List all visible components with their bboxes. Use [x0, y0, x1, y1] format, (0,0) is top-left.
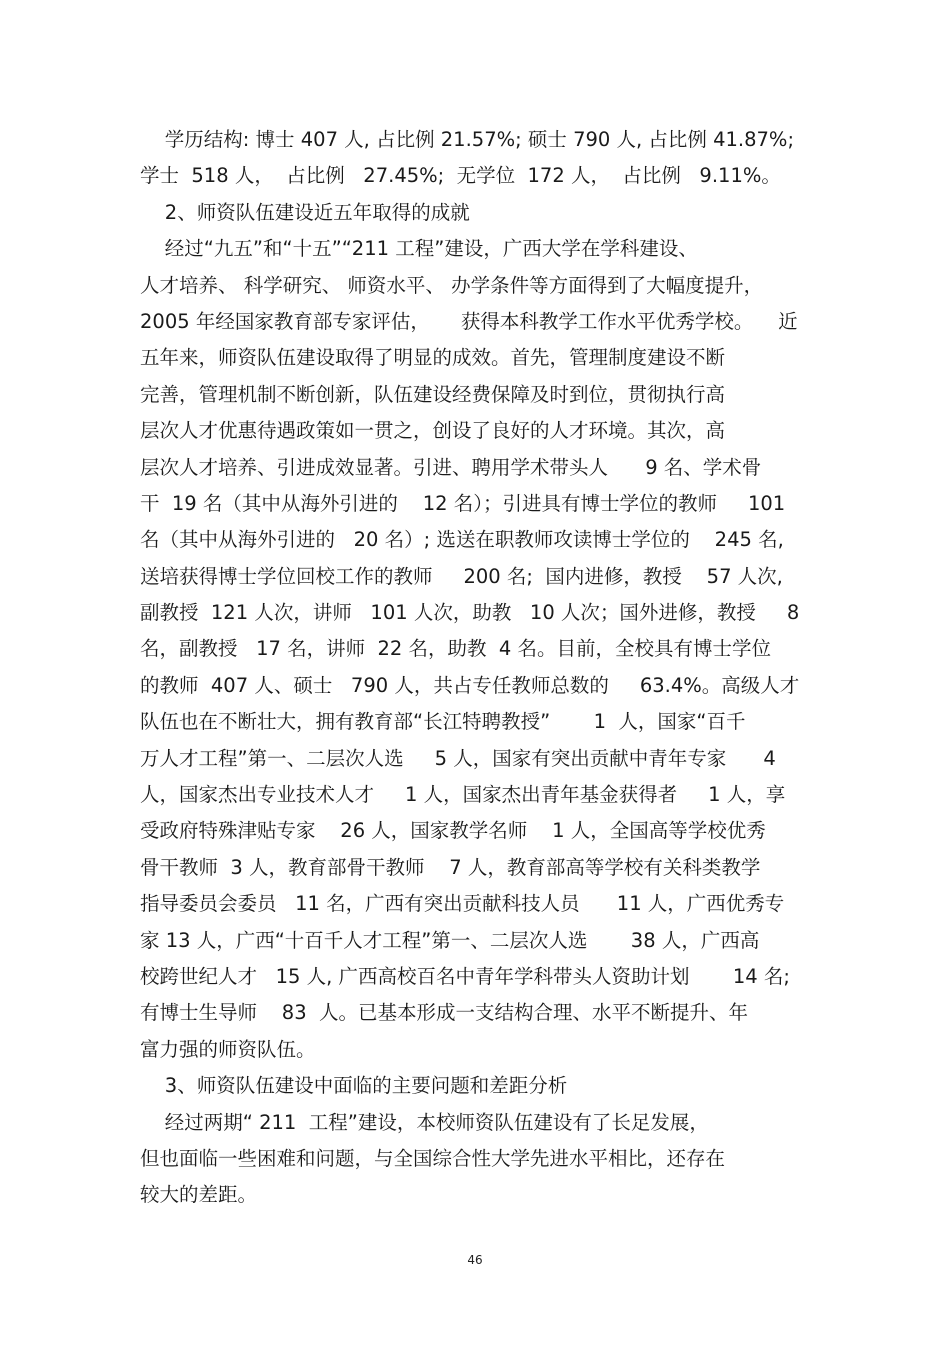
text-line: 五年来，师资队伍建设取得了明显的成效。首先，管理制度建设不断	[140, 346, 726, 370]
text-line: 家 13 人，广西“十百千人才工程”第一、二层次人选 38 人，广西高	[140, 928, 760, 952]
text-line: 学士 518 人， 占比例 27.45%; 无学位 172 人， 占比例 9.11%。	[140, 164, 781, 188]
text-line: 送培获得博士学位回校工作的教师 200 名; 国内进修，教授 57 人次,	[140, 564, 783, 588]
text-line: 名，副教授 17 名，讲师 22 名，助教 4 名。目前，全校具有博士学位	[140, 637, 772, 661]
text-line: 完善，管理机制不断创新，队伍建设经费保障及时到位，贯彻执行高	[140, 382, 726, 406]
text-line: 人才培养、 科学研究、 师资水平、 办学条件等方面得到了大幅度提升，	[140, 273, 764, 297]
text-line: 副教授 121 人次，讲师 101 人次，助教 10 人次；国外进修，教授 8	[140, 601, 800, 625]
text-line: 富力强的师资队伍。	[140, 1037, 316, 1061]
text-line: 万人才工程”第一、二层次人选 5 人，国家有突出贡献中青年专家 4	[140, 746, 776, 770]
text-line: 受政府特殊津贴专家 26 人，国家教学名师 1 人，全国高等学校优秀	[140, 819, 766, 843]
text-line: 的教师 407 人、硕士 790 人，共占专任教师总数的 63.4%。高级人才	[140, 673, 800, 697]
body-text	[140, 122, 820, 1214]
text-line: 经过“九五”和“十五”“211 工程”建设，广西大学在学科建设、	[140, 237, 698, 261]
text-line: 较大的差距。	[140, 1183, 258, 1207]
text-line: 校跨世纪人才 15 人, 广西高校百名中青年学科带头人资助计划 14 名;	[140, 964, 790, 988]
page-number: 46	[467, 1253, 483, 1267]
text-line: 学历结构: 博士 407 人, 占比例 21.57%; 硕士 790 人, 占比例 41.87%;	[140, 128, 795, 151]
text-line: 2005 年经国家教育部专家评估， 获得本科教学工作水平优秀学校。 近	[140, 309, 798, 333]
text-line: 层次人才培养、引进成效显著。引进、聘用学术带头人 9 名、学术骨	[140, 455, 762, 479]
text-line: 指导委员会委员 11 名，广西有突出贡献科技人员 11 人，广西优秀专	[140, 892, 785, 916]
text-line: 层次人才优惠待遇政策如一贯之，创设了良好的人才环境。其次，高	[140, 419, 726, 443]
text-line: 队伍也在不断壮大，拥有教育部“长江特聘教授” 1 人，国家“百千	[140, 710, 746, 734]
text-line: 有博士生导师 83 人。已基本形成一支结构合理、水平不断提升、年	[140, 1001, 749, 1025]
text-line: 经过两期“ 211 工程”建设，本校师资队伍建设有了长足发展，	[140, 1110, 709, 1134]
text-line: 骨干教师 3 人，教育部骨干教师 7 人，教育部高等学校有关科类教学	[140, 855, 761, 879]
section-heading: 2、师资队伍建设近五年取得的成就	[140, 200, 470, 224]
text-line: 人，国家杰出专业技术人才 1 人，国家杰出青年基金获得者 1 人，享	[140, 783, 786, 807]
text-line: 但也面临一些困难和问题，与全国综合性大学先进水平相比，还存在	[140, 1146, 726, 1170]
text-line: 干 19 名（其中从海外引进的 12 名）；引进具有博士学位的教师 101	[140, 491, 786, 515]
section-heading: 3、师资队伍建设中面临的主要问题和差距分析	[140, 1074, 568, 1098]
text-line: 名（其中从海外引进的 20 名）; 选送在职教师攻读博士学位的 245 名,	[140, 528, 784, 552]
